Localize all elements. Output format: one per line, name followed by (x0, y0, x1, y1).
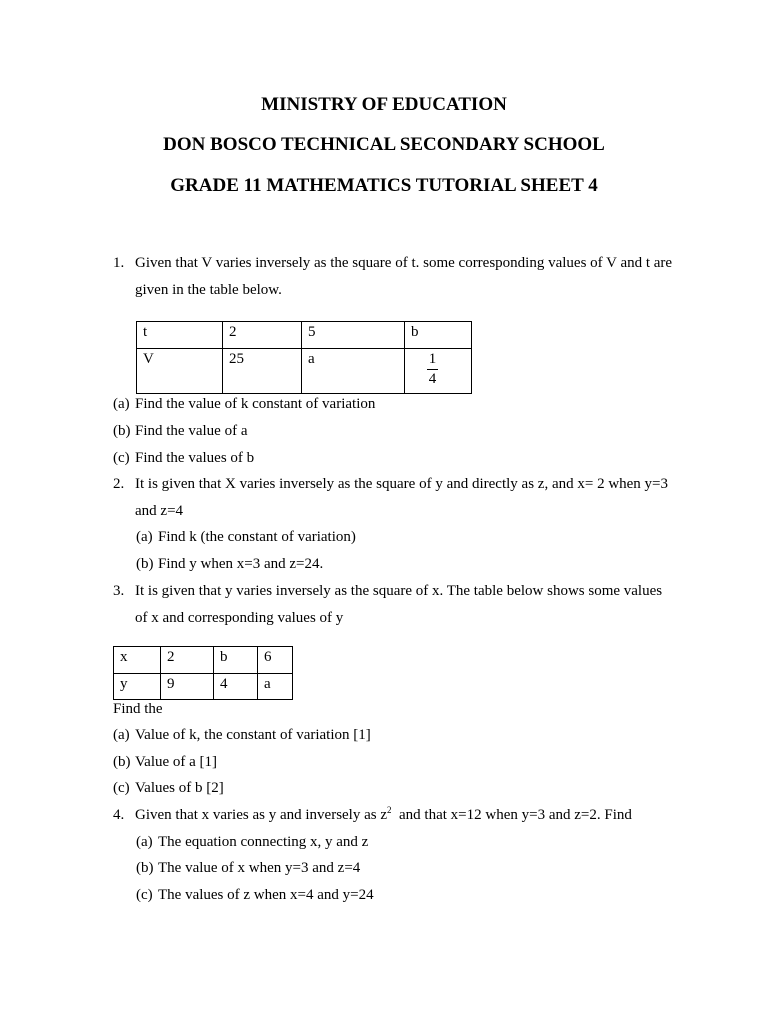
q4-superscript: 2 (387, 805, 392, 815)
q2-text-line2: and z=4 (135, 503, 184, 519)
q1-part-label: (c) (113, 450, 130, 466)
q1-cell: 2 (223, 322, 302, 349)
q3-cell: y (114, 674, 161, 700)
q4-text (135, 807, 632, 824)
q1-cell: 5 (302, 322, 405, 349)
fraction (427, 351, 438, 388)
q1-table (136, 321, 472, 394)
fraction-bar (427, 369, 438, 370)
q1-number: 1. (113, 255, 125, 271)
q3-cell: x (114, 647, 161, 674)
q4-part-text: The values of z when x=4 and y=24 (158, 887, 374, 903)
q4-part-label: (c) (136, 887, 153, 903)
q1-fraction-cell (405, 349, 472, 394)
q3-cell: 4 (214, 674, 258, 700)
q3-table-row (114, 674, 293, 700)
q2-number: 2. (113, 476, 125, 492)
q3-part-text: Value of a [1] (135, 754, 218, 770)
q2-text-line1: It is given that X varies inversely as the square of y and directly as z, and x= 2 when y=3 (135, 476, 669, 492)
q3-part-label: (c) (113, 780, 130, 796)
q1-table-row (137, 322, 472, 349)
q1-cell: b (405, 322, 472, 349)
q1-part-label: (b) (113, 423, 131, 439)
q3-cell: 2 (161, 647, 214, 674)
q4-text-b: and that x=12 when y=3 and z=2. Find (391, 807, 632, 823)
q1-cell: a (302, 349, 405, 394)
q1-part-text: Find the value of k constant of variation (135, 396, 376, 412)
q3-cell: 6 (258, 647, 293, 674)
fraction-numerator: 1 (428, 351, 437, 367)
q1-cell: 25 (223, 349, 302, 394)
q1-cell: t (137, 322, 223, 349)
q3-intro: Find the (113, 701, 163, 717)
q3-part-label: (b) (113, 754, 131, 770)
q3-part-text: Value of k, the constant of variation [1] (135, 727, 371, 743)
q4-part-label: (a) (136, 834, 153, 850)
q4-part-text: The equation connecting x, y and z (158, 834, 369, 850)
q3-cell: a (258, 674, 293, 700)
q4-part-label: (b) (136, 860, 154, 876)
q1-part-text: Find the value of a (135, 423, 248, 439)
fraction-denominator: 4 (428, 371, 437, 387)
q1-table-row (137, 349, 472, 394)
q4-number: 4. (113, 807, 125, 823)
q3-number: 3. (113, 583, 125, 599)
q3-part-text: Values of b [2] (135, 780, 224, 796)
q1-part-label: (a) (113, 396, 130, 412)
q2-part-label: (b) (136, 556, 154, 572)
q2-part-text: Find y when x=3 and z=24. (158, 556, 324, 572)
q3-table-row (114, 647, 293, 674)
q3-text-line2: of x and corresponding values of y (135, 610, 344, 626)
q2-part-label: (a) (136, 529, 153, 545)
q3-text-line1: It is given that y varies inversely as the square of x. The table below shows some values (135, 583, 663, 599)
q3-table (113, 646, 293, 700)
q1-text-line2: given in the table below. (135, 282, 282, 298)
sheet-title: GRADE 11 MATHEMATICS TUTORIAL SHEET 4 (170, 175, 598, 196)
q3-part-label: (a) (113, 727, 130, 743)
q1-part-text: Find the values of b (135, 450, 255, 466)
q1-text-line1: Given that V varies inversely as the square of t. some corresponding values of V and t are (135, 255, 673, 271)
q3-cell: 9 (161, 674, 214, 700)
ministry-title: MINISTRY OF EDUCATION (261, 94, 507, 115)
q4-text-a: Given that x varies as y and inversely as z (135, 807, 388, 823)
q4-part-text: The value of x when y=3 and z=4 (158, 860, 361, 876)
q2-part-text: Find k (the constant of variation) (158, 529, 356, 545)
q3-cell: b (214, 647, 258, 674)
school-title: DON BOSCO TECHNICAL SECONDARY SCHOOL (163, 134, 605, 155)
q1-cell: V (137, 349, 223, 394)
